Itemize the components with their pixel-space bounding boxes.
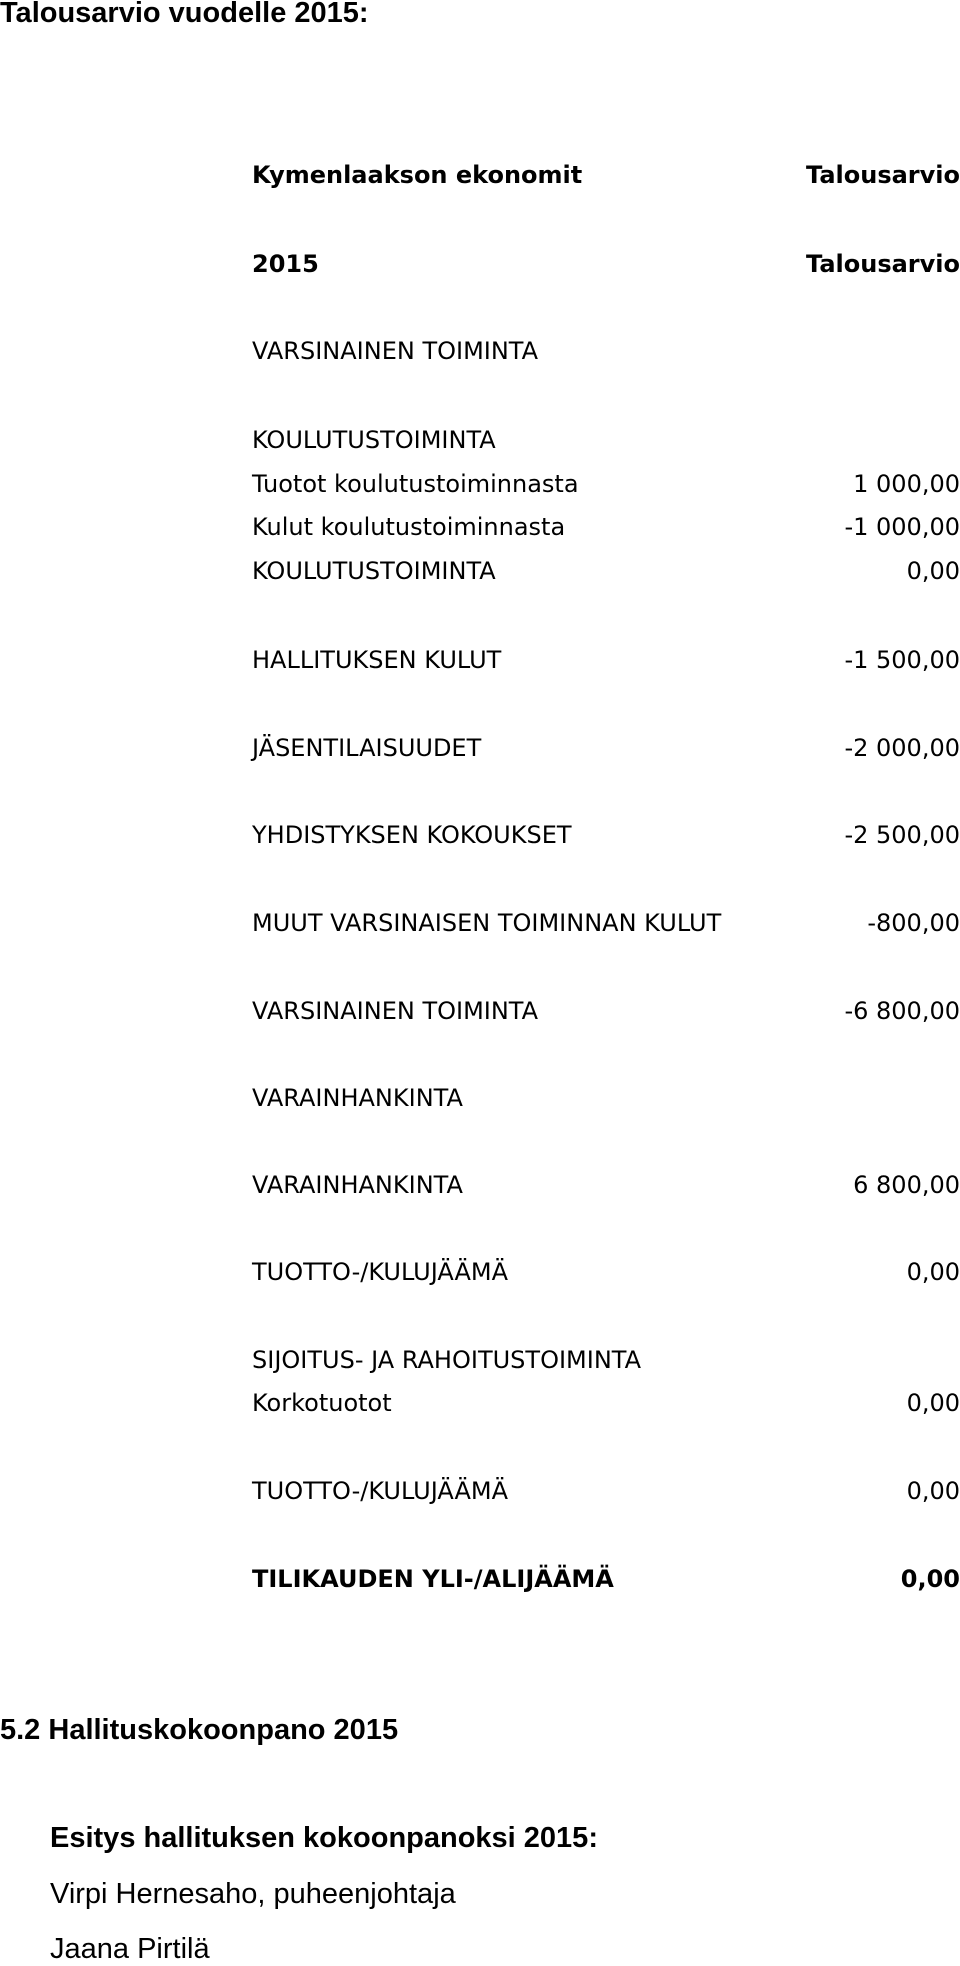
row-value: 0,00 — [906, 557, 960, 585]
row-label: MUUT VARSINAISEN TOIMINNAN KULUT — [252, 909, 722, 937]
budget-row — [252, 1255, 960, 1289]
budget-row — [252, 818, 960, 852]
row-label: Kulut koulutustoiminnasta — [252, 513, 566, 541]
row-value: -2 500,00 — [844, 821, 960, 849]
row-label: VARSINAINEN TOIMINTA — [252, 997, 539, 1025]
row-label: KOULUTUSTOIMINTA — [252, 557, 496, 585]
row-label: Korkotuotot — [252, 1389, 392, 1417]
budget-row — [252, 467, 960, 501]
row-value: -800,00 — [867, 909, 960, 937]
row-value: 6 800,00 — [853, 1171, 960, 1199]
budget-row — [252, 1343, 960, 1377]
budget-row — [252, 643, 960, 677]
row-label: TUOTTO-/KULUJÄÄMÄ — [252, 1258, 509, 1286]
budget-row — [252, 731, 960, 765]
row-value: 1 000,00 — [853, 470, 960, 498]
row-label: KOULUTUSTOIMINTA — [252, 426, 496, 454]
row-label: VARAINHANKINTA — [252, 1084, 463, 1112]
total-value: 0,00 — [900, 1565, 960, 1593]
section-title: 5.2 Hallituskokoonpano 2015 — [0, 1714, 399, 1746]
column-heading: Talousarvio — [806, 161, 960, 189]
row-label: SIJOITUS- JA RAHOITUSTOIMINTA — [252, 1346, 641, 1374]
budget-row — [252, 906, 960, 940]
row-value: -2 000,00 — [844, 734, 960, 762]
budget-row — [252, 423, 960, 457]
board-member: Virpi Hernesaho, puheenjohtaja — [50, 1878, 456, 1910]
total-label: TILIKAUDEN YLI-/ALIJÄÄMÄ — [252, 1565, 614, 1593]
budget-header-year — [252, 247, 960, 281]
row-value: 0,00 — [906, 1258, 960, 1286]
row-label: Tuotot koulutustoiminnasta — [252, 470, 579, 498]
budget-row — [252, 1386, 960, 1420]
budget-row — [252, 510, 960, 544]
proposal-heading: Esitys hallituksen kokoonpanoksi 2015: — [50, 1822, 598, 1854]
row-label: HALLITUKSEN KULUT — [252, 646, 502, 674]
row-label: YHDISTYKSEN KOKOUKSET — [252, 821, 572, 849]
row-label: VARAINHANKINTA — [252, 1171, 463, 1199]
column-heading: Talousarvio — [806, 250, 960, 278]
budget-row — [252, 1168, 960, 1202]
row-value: 0,00 — [906, 1477, 960, 1505]
budget-year: 2015 — [252, 250, 319, 278]
budget-row — [252, 334, 960, 368]
budget-row — [252, 1474, 960, 1508]
budget-header-org — [252, 158, 960, 192]
budget-row — [252, 1081, 960, 1115]
row-value: -1 000,00 — [844, 513, 960, 541]
page-title: Talousarvio vuodelle 2015: — [0, 0, 369, 29]
row-value: 0,00 — [906, 1389, 960, 1417]
row-label: JÄSENTILAISUUDET — [252, 734, 482, 762]
budget-total-row — [252, 1562, 960, 1596]
row-label: TUOTTO-/KULUJÄÄMÄ — [252, 1477, 509, 1505]
budget-row — [252, 554, 960, 588]
row-value: -6 800,00 — [844, 997, 960, 1025]
row-label: VARSINAINEN TOIMINTA — [252, 337, 539, 365]
org-name: Kymenlaakson ekonomit — [252, 161, 583, 189]
budget-row — [252, 994, 960, 1028]
board-member: Jaana Pirtilä — [50, 1933, 210, 1965]
row-value: -1 500,00 — [844, 646, 960, 674]
